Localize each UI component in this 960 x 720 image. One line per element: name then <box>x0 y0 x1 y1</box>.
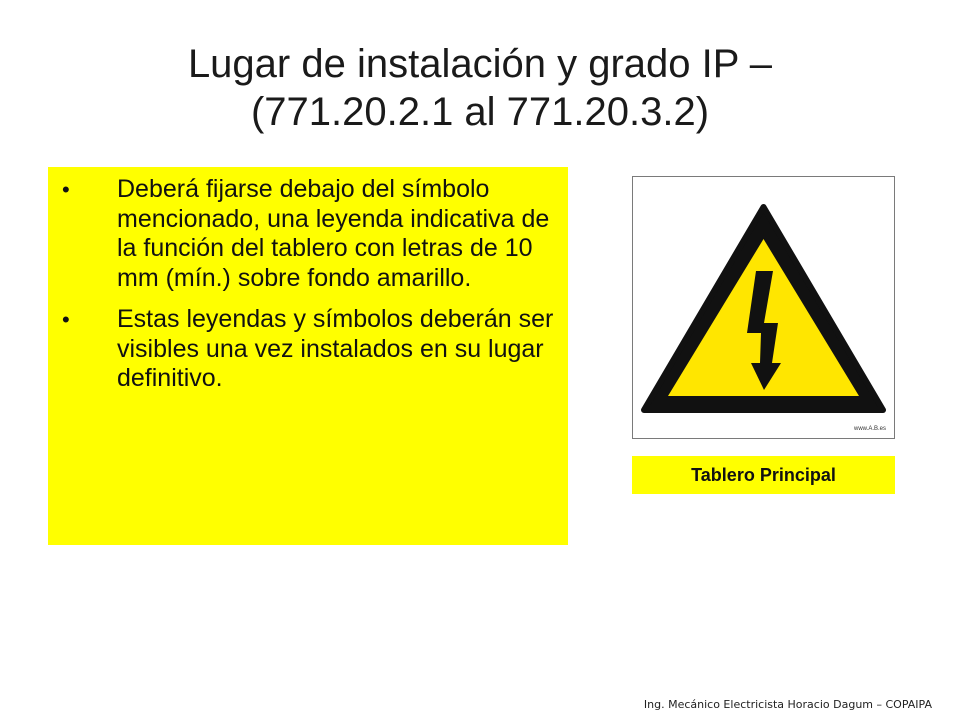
slide-title-line-2: (771.20.2.1 al 771.20.3.2) <box>250 90 710 134</box>
slide-title <box>40 40 920 136</box>
list-item <box>48 175 568 293</box>
list-item <box>48 305 568 394</box>
slide-title-line-1: Lugar de instalación y grado IP – <box>187 42 773 86</box>
sign-caption-label: Tablero Principal <box>632 456 895 494</box>
bullet-text: Estas leyendas y símbolos deberán ser visibles una vez instalados en su lugar definitivo. <box>117 305 554 392</box>
bullet-glyph: • <box>62 307 70 332</box>
high-voltage-warning-icon <box>633 177 894 438</box>
bullet-list <box>48 175 568 406</box>
warning-sign-image <box>632 176 895 439</box>
sign-credit: www.A.B.es <box>853 426 886 432</box>
bullet-text: Deberá fijarse debajo del símbolo mencionado, una leyenda indicativa de la función del tablero con letras de 10 mm (mín.) sobre fondo amarillo. <box>117 175 550 292</box>
footer-credit: Ing. Mecánico Electricista Horacio Dagum – COPAIPA <box>643 698 932 711</box>
bullet-glyph: • <box>62 177 70 202</box>
bullet-content-box <box>48 167 568 545</box>
